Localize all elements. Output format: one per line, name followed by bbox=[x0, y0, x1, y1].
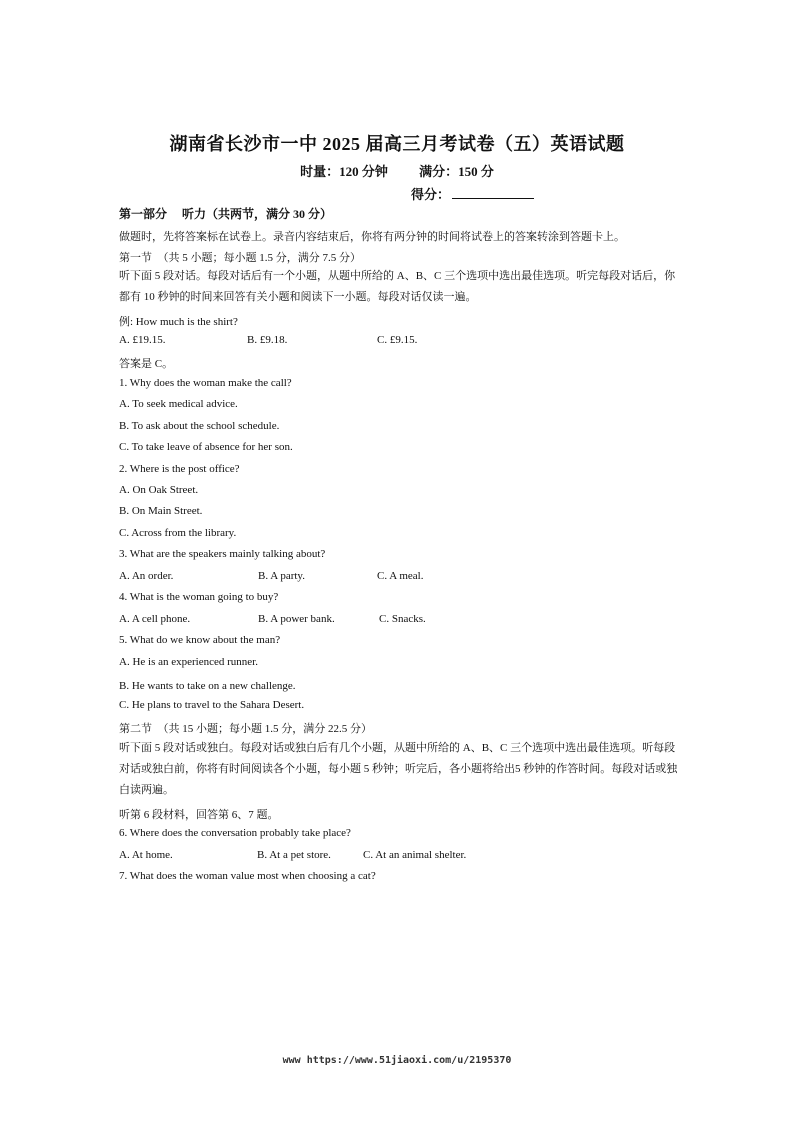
q2-option-a: A. On Oak Street. bbox=[119, 484, 199, 496]
example-question: 例: How much is the shirt? bbox=[119, 316, 238, 328]
option-b: B. A power bank. bbox=[258, 613, 335, 625]
q1-option-a: A. To seek medical advice. bbox=[119, 398, 238, 410]
option-a: A. £19.15. bbox=[119, 334, 166, 346]
q1-option-c: C. To take leave of absence for her son. bbox=[119, 441, 293, 453]
option-b: B. At a pet store. bbox=[257, 849, 331, 861]
footer-url: www https://www.51jiaoxi.com/u/2195370 bbox=[282, 1055, 512, 1066]
part1-intro: 做题时，先将答案标在试卷上。录音内容结束后，你将有两分钟的时间将试卷上的答案转涂到答题卡上。 bbox=[119, 231, 625, 243]
question-3: 3. What are the speakers mainly talking about? bbox=[119, 548, 326, 560]
time-limit: 时量：120 分钟 bbox=[300, 164, 388, 179]
q2-option-b: B. On Main Street. bbox=[119, 505, 203, 517]
option-c: C. Snacks. bbox=[379, 613, 426, 625]
question-1: 1. Why does the woman make the call? bbox=[119, 377, 292, 389]
q3-options bbox=[119, 570, 679, 582]
section2-heading: 第二节 （共 15 小题；每小题 1.5 分，满分 22.5 分） bbox=[119, 723, 372, 735]
q2-option-c: C. Across from the library. bbox=[119, 527, 237, 539]
question-5: 5. What do we know about the man? bbox=[119, 634, 281, 646]
q6-options bbox=[119, 849, 679, 861]
example-answer: 答案是 C。 bbox=[119, 358, 174, 370]
q4-options bbox=[119, 613, 679, 625]
section2-instructions: 听下面 5 段对话或独白。每段对话或独白后有几个小题，从题中所给的 A、B、C 三个选项中选出最佳选项。听每段对话或独白前，你将有时间阅读各个小题，每小题 5 秒钟；听完后，各小题将给出5 秒钟的作答时间。每段对话或独白读两遍。 bbox=[119, 742, 678, 796]
option-a: A. An order. bbox=[119, 570, 174, 582]
section1-heading: 第一节 （共 5 小题；每小题 1.5 分，满分 7.5 分） bbox=[119, 252, 361, 264]
part1-heading: 第一部分 听力（共两节，满分 30 分） bbox=[119, 207, 333, 221]
q5-option-a: A. He is an experienced runner. bbox=[119, 656, 258, 668]
example-options bbox=[119, 334, 679, 346]
exam-title: 湖南省长沙市一中 2025 届高三月考试卷（五）英语试题 bbox=[169, 134, 625, 154]
option-c: C. A meal. bbox=[377, 570, 424, 582]
score-field bbox=[411, 184, 534, 203]
question-6: 6. Where does the conversation probably take place? bbox=[119, 827, 351, 839]
score-label: 得分： bbox=[411, 187, 451, 202]
exam-meta bbox=[0, 161, 794, 180]
option-b: B. A party. bbox=[258, 570, 305, 582]
score-blank bbox=[452, 186, 534, 199]
q1-option-b: B. To ask about the school schedule. bbox=[119, 420, 280, 432]
question-4: 4. What is the woman going to buy? bbox=[119, 591, 279, 603]
option-c: C. £9.15. bbox=[377, 334, 418, 346]
option-b: B. £9.18. bbox=[247, 334, 288, 346]
full-score: 满分：150 分 bbox=[419, 164, 494, 179]
question-2: 2. Where is the post office? bbox=[119, 463, 240, 475]
question-7: 7. What does the woman value most when choosing a cat? bbox=[119, 870, 376, 882]
option-a: A. At home. bbox=[119, 849, 173, 861]
option-c: C. At an animal shelter. bbox=[363, 849, 467, 861]
material-6-note: 听第 6 段材料，回答第 6、7 题。 bbox=[119, 809, 279, 821]
q5-option-b: B. He wants to take on a new challenge. bbox=[119, 680, 296, 692]
section1-instructions: 听下面 5 段对话。每段对话后有一个小题，从题中所给的 A、B、C 三个选项中选出最佳选项。听完每段对话后，你都有 10 秒钟的时间来回答有关小题和阅读下一小题。每段对话仅读一遍。 bbox=[119, 270, 676, 303]
option-a: A. A cell phone. bbox=[119, 613, 191, 625]
q5-option-c: C. He plans to travel to the Sahara Desert. bbox=[119, 699, 305, 711]
